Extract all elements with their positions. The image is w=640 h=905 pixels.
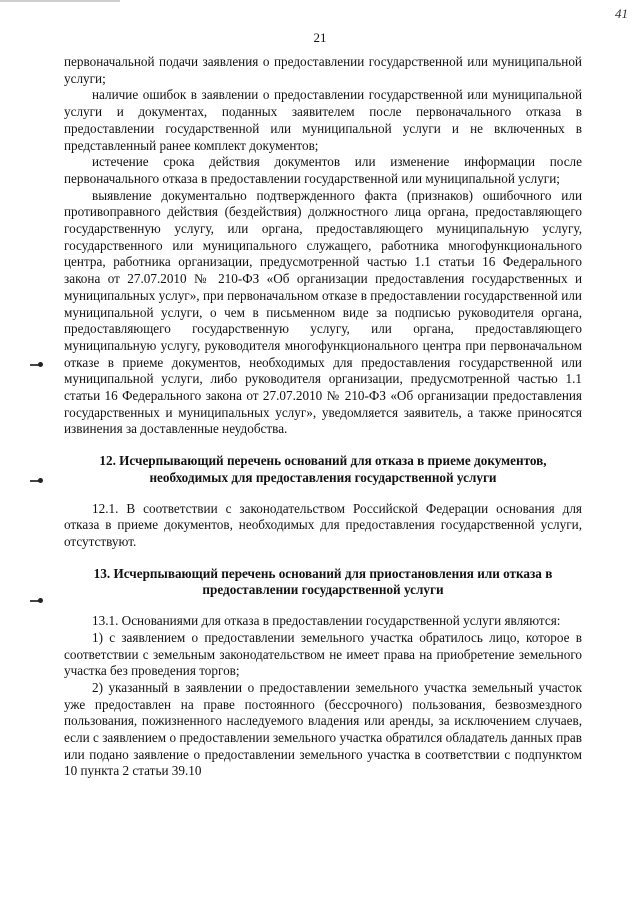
paragraph: 12.1. В соответствии с законодательством Российской Федерации основания для отказа в приеме документов, необходимых для предоставления государственной услуги, отсутствуют. [64,500,582,549]
paragraph: выявление документально подтвержденного факта (признаков) ошибочного или противоправного действия (бездействия) должностного лица органа, предоставляющего государственную услугу, или органа, предоставляющего муниципальную услугу, государственного или муниципального служащего, работника многофункционального центра, работника организации, предусмотренной частью 1.1 статьи 16 Федерального закона от 27.07.2010 № 210-ФЗ «Об организации предоставления государственных и муниципальных услуг», при первоначальном отказе в предоставлении государственной или муниципальной услуги, о чем в письменном виде за подписью руководителя органа, предоставляющего государственную услугу, или органа, предоставляющего муниципальную услугу, руководителя многофункционального центра при первоначальном отказе в приеме документов, необходимых для предоставления государственной или муниципальной услуги, либо руководителя организации, предусмотренной частью 1.1 статьи 16 Федерального закона от 27.07.2010 № 210-ФЗ «Об организации предоставления государственных и муниципальных услуг», уведомляется заявитель, а также приносятся извинения за доставленные неудобства. [64,187,582,437]
paragraph: наличие ошибок в заявлении о предоставлении государственной или муниципальной услуги и документах, поданных заявителем после первоначального отказа в предоставлении государственной или муниципальной услуги и не включенных в представленный ранее комплект документов; [64,87,582,153]
list-item: 1) с заявлением о предоставлении земельного участка обратилось лицо, которое в соответствии с земельным законодательством не имеет права на приобретение земельного участка без проведения торгов; [64,629,582,679]
scan-edge-line [0,0,120,2]
binding-hole-mark [24,362,46,368]
paragraph: первоначальной подачи заявления о предоставлении государственной или муниципальной услуги; [64,54,582,86]
binding-hole-mark [24,478,46,484]
section-heading: 12. Исчерпывающий перечень оснований для отказа в приеме документов, необходимых для предоставления государственной услуги [99,453,547,485]
section-heading: 13. Исчерпывающий перечень оснований для приостановления или отказа в предоставлении государственной услуги [93,565,553,598]
binding-hole-mark [24,598,46,604]
page-number: 21 [313,30,327,45]
handwritten-page-mark: 41 [615,6,628,21]
list-item: 2) указанный в заявлении о предоставлении земельного участка земельный участок уже предоставлен на праве постоянного (бессрочного) пользования, безвозмездного пользования, пожизненного наследуемого владения или аренды, за исключением случаев, если с заявлением о предоставлении земельного участка обратился обладатель данных прав или подано заявление о предоставлении земельного участка в соответствии с подпунктом 10 пункта 2 статьи 39.10 [64,679,582,779]
document-body [64,54,582,780]
paragraph: 13.1. Основаниями для отказа в предоставлении государственной услуги являются: [92,613,561,629]
paragraph: истечение срока действия документов или изменение информации после первоначального отказа в предоставлении государственной или муниципальной услуги; [64,154,582,186]
